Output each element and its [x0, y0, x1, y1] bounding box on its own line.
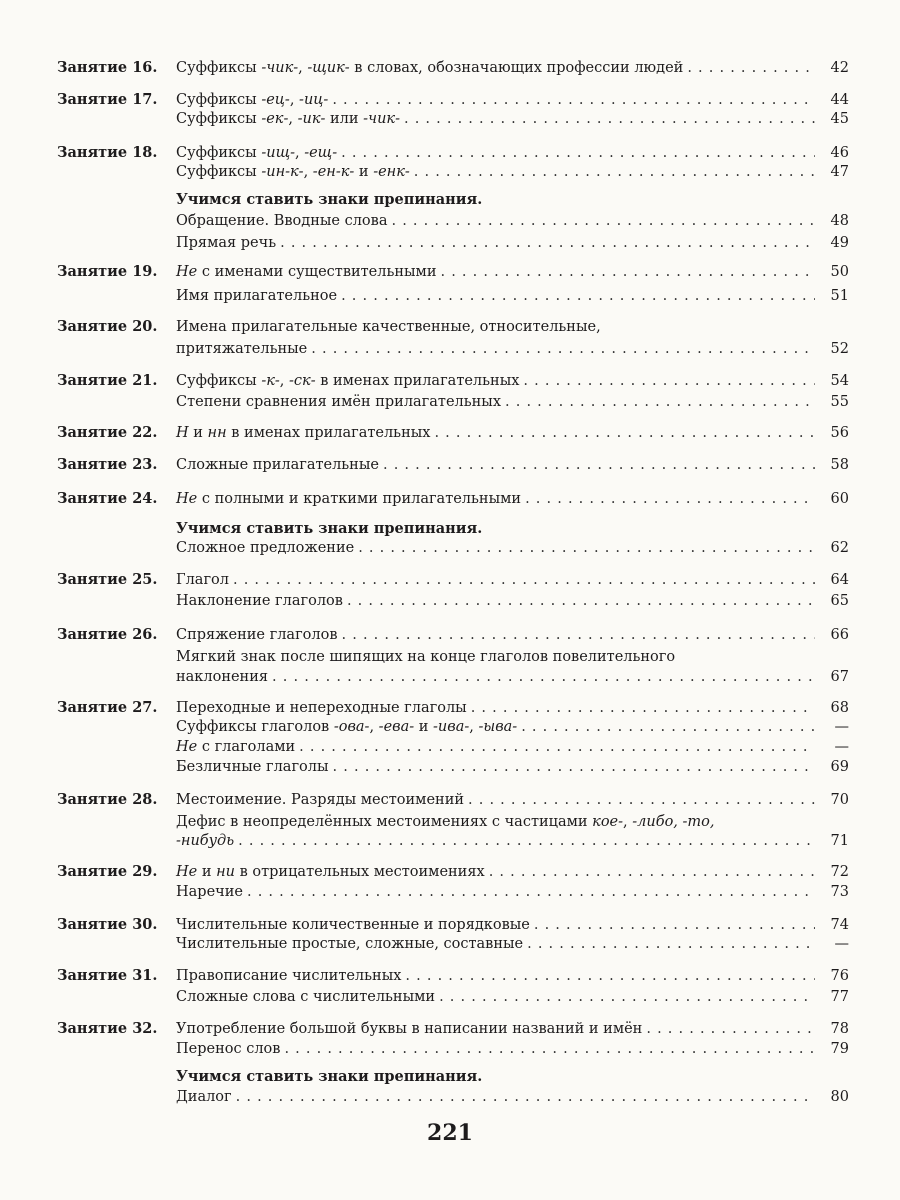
toc-line	[57, 262, 849, 282]
entry-title	[176, 1019, 642, 1039]
entry-text-segment: Правописание числительных	[176, 968, 402, 984]
entry-text-segment: Безличные глаголы	[176, 759, 329, 775]
toc-line	[57, 625, 849, 645]
page-ref: 78	[830, 1021, 849, 1037]
page-ref: 44	[830, 92, 849, 108]
entry-title	[176, 339, 307, 359]
dot-leader	[646, 1019, 815, 1039]
entry-text-segment: и	[414, 719, 434, 735]
toc-line	[57, 1039, 849, 1059]
page-ref: 45	[830, 111, 849, 127]
entry-text-segment: притяжательные	[176, 341, 308, 357]
toc-line	[57, 538, 849, 558]
toc-line	[57, 423, 849, 443]
dot-leader	[383, 455, 815, 475]
toc-line	[57, 233, 849, 253]
entry-text-segment: -ова-	[333, 719, 370, 735]
entry-text-segment: Глагол	[176, 572, 229, 588]
toc-line	[57, 882, 849, 902]
entry-text-segment: Н	[176, 425, 189, 441]
toc-line	[57, 58, 849, 78]
entry-text-segment: -енк-	[373, 164, 410, 180]
lesson-label: Занятие 25.	[57, 571, 158, 588]
entry-text-segment: Суффиксы	[176, 164, 262, 180]
dot-leader	[233, 570, 815, 590]
toc-line	[57, 143, 849, 163]
dot-leader	[341, 143, 815, 163]
entry-text-segment: Мягкий знак после шипящих на конце глаголов повелительного	[176, 649, 676, 665]
entry-text-segment: ,	[288, 111, 298, 127]
page-ref: 70	[830, 792, 849, 808]
entry-title	[176, 647, 675, 667]
entry-text-segment: ,	[303, 164, 313, 180]
page-ref: 65	[830, 593, 849, 609]
toc-line	[57, 698, 849, 718]
toc-line	[57, 190, 849, 210]
entry-text-segment: Суффиксы	[176, 60, 262, 76]
page-ref: 80	[830, 1089, 849, 1105]
page-ref: 76	[830, 968, 849, 984]
toc-line	[57, 286, 849, 306]
entry-text-segment: и	[354, 164, 374, 180]
entry-title	[176, 625, 338, 645]
toc-line	[57, 162, 849, 182]
lesson-label: Занятие 24.	[57, 490, 158, 507]
page-ref: 55	[830, 394, 849, 410]
entry-text-segment: Не	[176, 491, 198, 507]
entry-text-segment: -ива-	[433, 719, 470, 735]
dot-leader	[439, 987, 815, 1007]
entry-title	[176, 667, 268, 687]
entry-text-segment: Сложное предложение	[176, 540, 355, 556]
toc-line	[57, 966, 849, 986]
entry-title	[176, 143, 337, 163]
page-ref: 48	[830, 213, 849, 229]
lesson-label: Занятие 31.	[57, 967, 158, 984]
entry-text-segment: в именах прилагательных	[226, 425, 431, 441]
page-ref: 56	[830, 425, 849, 441]
toc-line	[57, 1067, 849, 1087]
entry-text-segment: -ик-	[297, 111, 326, 127]
entry-title	[176, 233, 276, 253]
entry-text-segment: -к-	[261, 373, 280, 389]
entry-text-segment: ни	[216, 864, 236, 880]
entry-title	[176, 987, 435, 1007]
toc-line	[57, 934, 849, 954]
entry-text-segment: Числительные простые, сложные, составные	[176, 936, 524, 952]
dot-leader	[687, 58, 815, 78]
entry-title	[176, 1087, 232, 1107]
lesson-label: Занятие 20.	[57, 318, 158, 335]
entry-text-segment: и	[188, 425, 208, 441]
entry-title	[176, 862, 485, 882]
entry-text-segment: -ск-	[289, 373, 316, 389]
page-ref: 60	[830, 491, 849, 507]
entry-title	[176, 317, 601, 337]
entry-title	[176, 1039, 280, 1059]
entry-text-segment: Суффиксы глаголов	[176, 719, 334, 735]
entry-text-segment: -чик-	[363, 111, 400, 127]
lesson-label: Занятие 32.	[57, 1020, 158, 1037]
lesson-label: Занятие 30.	[57, 916, 158, 933]
entry-text-segment: -иц-	[299, 92, 329, 108]
entry-title	[176, 737, 295, 757]
entry-text-segment: Местоимение. Разряды местоимений	[176, 792, 465, 808]
page-ref: 77	[830, 989, 849, 1005]
dot-leader	[332, 90, 815, 110]
entry-text-segment: Наречие	[176, 884, 243, 900]
toc-line	[57, 737, 849, 757]
entry-text-segment: Не	[176, 864, 198, 880]
lesson-label: Занятие 21.	[57, 372, 158, 389]
entry-text-segment: Не	[176, 264, 198, 280]
entry-title	[176, 286, 337, 306]
page-ref: 73	[830, 884, 849, 900]
lesson-label: Занятие 23.	[57, 456, 158, 473]
entry-text-segment: ,	[279, 373, 290, 389]
entry-text-segment: с глаголами	[197, 739, 296, 755]
entry-text-segment: -ек-	[261, 111, 289, 127]
dot-leader	[333, 757, 815, 777]
entry-text-segment: ,	[369, 719, 379, 735]
entry-text-segment: ,	[298, 60, 308, 76]
toc-line	[57, 915, 849, 935]
entry-title	[176, 812, 715, 832]
lesson-label: Занятие 27.	[57, 699, 158, 716]
page-ref: 66	[830, 627, 849, 643]
page-ref: 54	[830, 373, 849, 389]
dot-leader	[347, 591, 815, 611]
toc-line	[57, 862, 849, 882]
entry-text-segment: и	[197, 864, 217, 880]
page-ref: 71	[830, 833, 849, 849]
page-ref: 74	[830, 917, 849, 933]
dot-leader	[404, 109, 815, 129]
entry-text-segment: Суффиксы	[176, 111, 262, 127]
page-ref: 51	[830, 288, 849, 304]
entry-text-segment: -ыва-	[478, 719, 518, 735]
page-ref: 42	[830, 60, 849, 76]
entry-text-segment: -ева-	[378, 719, 415, 735]
entry-text-segment: Числительные количественные и порядковые	[176, 917, 530, 933]
entry-title	[176, 489, 521, 509]
page-ref: 46	[830, 145, 849, 161]
toc-line	[57, 591, 849, 611]
entry-text-segment: Переходные и непереходные глаголы	[176, 700, 467, 716]
page-ref: 68	[830, 700, 849, 716]
entry-text-segment: с именами существительными	[197, 264, 437, 280]
entry-title	[176, 392, 501, 412]
toc-line	[57, 339, 849, 359]
entry-text-segment: нн	[207, 425, 227, 441]
page-ref: 69	[830, 759, 849, 775]
dot-leader	[280, 233, 815, 253]
entry-text-segment: -ец-	[261, 92, 290, 108]
dot-leader	[468, 790, 815, 810]
toc-line	[57, 1019, 849, 1039]
entry-title	[176, 262, 437, 282]
entry-text-segment: Дефис в неопределённых местоимениях с частицами	[176, 814, 593, 830]
dot-leader	[505, 392, 815, 412]
page-ref: —	[834, 719, 849, 735]
entry-title	[176, 58, 683, 78]
entry-title	[176, 698, 467, 718]
dot-leader	[236, 1087, 815, 1107]
dot-leader	[238, 831, 815, 851]
dot-leader	[441, 262, 816, 282]
entry-title	[176, 831, 234, 851]
page-ref: —	[834, 739, 849, 755]
toc-line	[57, 371, 849, 391]
entry-title	[176, 882, 243, 902]
lesson-label: Занятие 18.	[57, 144, 158, 161]
entry-title	[176, 915, 530, 935]
entry-text-segment: ,	[294, 145, 305, 161]
entry-text-segment: Суффиксы	[176, 92, 262, 108]
dot-leader	[342, 625, 815, 645]
entry-title	[176, 423, 430, 443]
entry-text-segment: -либо, -то,	[632, 814, 715, 830]
entry-title	[176, 934, 523, 954]
page-ref: 72	[830, 864, 849, 880]
dot-leader	[299, 737, 815, 757]
entry-title	[176, 757, 329, 777]
entry-text-segment: Суффиксы	[176, 373, 262, 389]
entry-text-segment: Диалог	[176, 1089, 232, 1105]
page-ref: 58	[830, 457, 849, 473]
entry-text-segment: Сложные слова с числительными	[176, 989, 436, 1005]
toc-line	[57, 392, 849, 412]
dot-leader	[358, 538, 815, 558]
section-heading: Учимся ставить знаки препинания.	[176, 520, 483, 537]
entry-text-segment: ,	[469, 719, 479, 735]
entry-title	[176, 966, 401, 986]
dot-leader	[405, 966, 815, 986]
dot-leader	[391, 211, 815, 231]
toc-line	[57, 570, 849, 590]
entry-text-segment: ,	[623, 814, 633, 830]
entry-text-segment: Сложные прилагательные	[176, 457, 379, 473]
toc-line	[57, 812, 849, 832]
toc-line	[57, 717, 849, 737]
entry-text-segment: Употребление большой буквы в написании названий и имён	[176, 1021, 643, 1037]
dot-leader	[525, 489, 815, 509]
entry-title	[176, 591, 343, 611]
entry-text-segment: Не	[176, 739, 198, 755]
lesson-label: Занятие 16.	[57, 59, 158, 76]
entry-text-segment: Наклонение глаголов	[176, 593, 343, 609]
entry-text-segment: или	[325, 111, 364, 127]
page-number: 221	[427, 1120, 473, 1146]
toc-line	[57, 987, 849, 1007]
dot-leader	[434, 423, 815, 443]
toc-line	[57, 667, 849, 687]
page-ref: 47	[830, 164, 849, 180]
entry-text-segment: -ен-к-	[312, 164, 355, 180]
entry-text-segment: -чик-	[261, 60, 299, 76]
entry-title	[176, 211, 387, 231]
page-ref: 67	[830, 669, 849, 685]
dot-leader	[247, 882, 815, 902]
entry-text-segment: Перенос слов	[176, 1041, 281, 1057]
dot-leader	[311, 339, 815, 359]
dot-leader	[272, 667, 815, 687]
entry-text-segment: Обращение. Вводные слова	[176, 213, 388, 229]
entry-title	[176, 790, 464, 810]
lesson-label: Занятие 22.	[57, 424, 158, 441]
toc-line	[57, 211, 849, 231]
toc-line	[57, 489, 849, 509]
toc-line	[57, 455, 849, 475]
page-ref: 52	[830, 341, 849, 357]
dot-leader	[341, 286, 815, 306]
entry-title	[176, 90, 328, 110]
dot-leader	[414, 162, 815, 182]
toc-line	[57, 647, 849, 667]
entry-title	[176, 162, 410, 182]
page-ref: 62	[830, 540, 849, 556]
entry-title	[176, 717, 517, 737]
lesson-label: Занятие 28.	[57, 791, 158, 808]
entry-text-segment: -нибудь	[176, 833, 235, 849]
dot-leader	[521, 717, 815, 737]
page-ref: 79	[830, 1041, 849, 1057]
entry-text-segment: Прямая речь	[176, 235, 277, 251]
entry-title	[176, 455, 379, 475]
section-heading: Учимся ставить знаки препинания.	[176, 191, 483, 208]
page-ref: 49	[830, 235, 849, 251]
entry-text-segment: кое-	[592, 814, 624, 830]
dot-leader	[471, 698, 815, 718]
lesson-label: Занятие 19.	[57, 263, 158, 280]
entry-title	[176, 109, 400, 129]
toc-line	[57, 109, 849, 129]
lesson-label: Занятие 26.	[57, 626, 158, 643]
entry-text-segment: -щик-	[307, 60, 350, 76]
entry-text-segment: -ещ-	[304, 145, 338, 161]
entry-title	[176, 538, 354, 558]
entry-text-segment: с полными и краткими прилагательными	[197, 491, 522, 507]
entry-text-segment: Имена прилагательные качественные, относительные,	[176, 319, 601, 335]
toc-line	[57, 90, 849, 110]
page-ref: 50	[830, 264, 849, 280]
toc-line	[57, 1087, 849, 1107]
lesson-label: Занятие 29.	[57, 863, 158, 880]
entry-text-segment: -ищ-	[261, 145, 295, 161]
entry-text-segment: Имя прилагательное	[176, 288, 338, 304]
entry-text-segment: наклонения	[176, 669, 269, 685]
entry-title	[176, 371, 519, 391]
lesson-label: Занятие 17.	[57, 91, 158, 108]
section-heading: Учимся ставить знаки препинания.	[176, 1068, 483, 1085]
entry-text-segment: Степени сравнения имён прилагательных	[176, 394, 502, 410]
toc-line	[57, 790, 849, 810]
entry-text-segment: в словах, обозначающих профессии людей	[349, 60, 684, 76]
entry-text-segment: в именах прилагательных	[315, 373, 520, 389]
dot-leader	[534, 915, 815, 935]
entry-text-segment: Суффиксы	[176, 145, 262, 161]
toc-line	[57, 317, 849, 337]
entry-text-segment: в отрицательных местоимениях	[235, 864, 485, 880]
toc-line	[57, 519, 849, 539]
dot-leader	[523, 371, 815, 391]
page-ref: —	[834, 936, 849, 952]
entry-text-segment: Спряжение глаголов	[176, 627, 338, 643]
dot-leader	[527, 934, 815, 954]
toc-line	[57, 757, 849, 777]
entry-text-segment: ,	[289, 92, 300, 108]
entry-text-segment: -ин-к-	[261, 164, 304, 180]
entry-title	[176, 570, 229, 590]
dot-leader	[284, 1039, 815, 1059]
page-ref: 64	[830, 572, 849, 588]
toc-line	[57, 831, 849, 851]
dot-leader	[489, 862, 815, 882]
